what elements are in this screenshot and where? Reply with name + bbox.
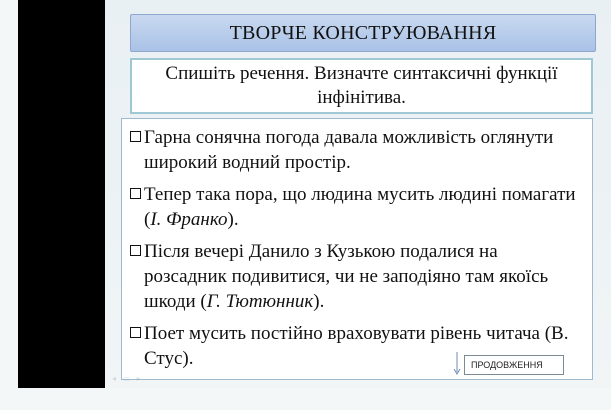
- sentence-author: Г. Тютюнник: [206, 291, 314, 312]
- slide-title-text: ТВОРЧЕ КОНСТРУЮВАННЯ: [229, 21, 497, 44]
- checkbox-bullet-icon: [130, 327, 141, 338]
- sentence-text: Тепер така пора, що людина мусить людині помагати (: [144, 184, 576, 230]
- continue-button[interactable]: [464, 355, 564, 375]
- checkbox-bullet-icon: [130, 245, 141, 256]
- sentence-text: Після вечері Данило з Кузькою подалися на розсадник подивитися, чи не заподіяно там якоїсь шкоди (: [144, 241, 549, 312]
- list-item: [130, 182, 584, 232]
- list-item: [130, 125, 584, 175]
- list-item: [130, 239, 584, 314]
- sentence-text: Поет мусить постійно враховувати рівень читача (В. Стус).: [144, 323, 569, 369]
- left-black-panel: [18, 0, 105, 388]
- sentence-suffix: ).: [313, 291, 325, 312]
- task-instruction-text: Спишіть речення. Визначте синтаксичні функції інфінітива.: [165, 63, 558, 108]
- checkbox-bullet-icon: [130, 131, 141, 142]
- sentence-list: [121, 118, 593, 380]
- sentence-suffix: ).: [227, 209, 239, 230]
- sentence-author: І. Франко: [150, 209, 228, 230]
- slide-title: [130, 14, 596, 52]
- task-instruction: [130, 58, 593, 114]
- sentence-text: Гарна сонячна погода давала можливість оглянути широкий водний простір.: [144, 127, 554, 173]
- down-arrow-icon: [452, 352, 462, 376]
- slide-controls-icon[interactable]: ◂ ▭ ▸: [112, 374, 143, 383]
- checkbox-bullet-icon: [130, 188, 141, 199]
- continue-button-label: ПРОДОВЖЕННЯ: [471, 360, 543, 370]
